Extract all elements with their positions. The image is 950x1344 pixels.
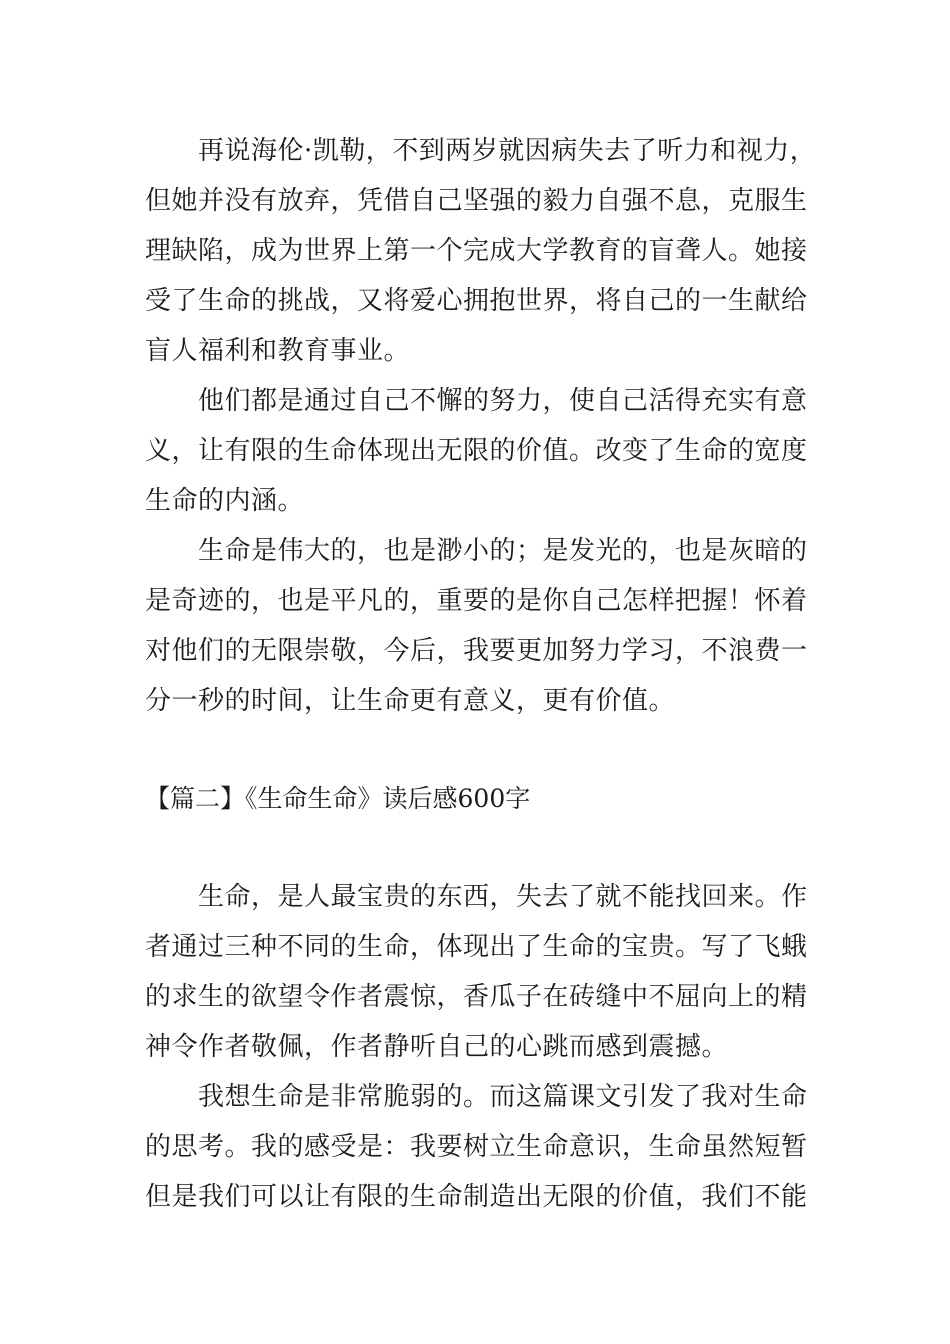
text-line: 但她并没有放弃，凭借自己坚强的毅力自强不息，克服生 bbox=[145, 186, 808, 216]
section-heading: 【篇二】《生命生命》读后感600字 bbox=[145, 784, 531, 813]
text-line: 生命的内涵。 bbox=[145, 486, 305, 516]
text-line: 盲人福利和教育事业。 bbox=[145, 336, 411, 366]
text-line: 分一秒的时间，让生命更有意义，更有价值。 bbox=[145, 686, 676, 716]
text-line: 理缺陷，成为世界上第一个完成大学教育的盲聋人。她接 bbox=[145, 236, 808, 266]
text-line: 生命，是人最宝贵的东西，失去了就不能找回来。作 bbox=[198, 882, 808, 912]
text-line: 是奇迹的，也是平凡的，重要的是你自己怎样把握！怀着 bbox=[145, 586, 808, 616]
text-line: 的思考。我的感受是：我要树立生命意识，生命虽然短暂 bbox=[145, 1132, 808, 1162]
text-line: 我想生命是非常脆弱的。而这篇课文引发了我对生命 bbox=[198, 1082, 808, 1112]
essay-part-one bbox=[145, 126, 815, 726]
text-line: 者通过三种不同的生命，体现出了生命的宝贵。写了飞蛾 bbox=[145, 932, 808, 962]
text-line: 的求生的欲望令作者震惊，香瓜子在砖缝中不屈向上的精 bbox=[145, 982, 808, 1012]
text-line: 对他们的无限崇敬，今后，我要更加努力学习，不浪费一 bbox=[145, 636, 808, 666]
text-line: 他们都是通过自己不懈的努力，使自己活得充实有意 bbox=[198, 386, 808, 416]
text-line: 受了生命的挑战，又将爱心拥抱世界，将自己的一生献给 bbox=[145, 286, 808, 316]
text-line: 义，让有限的生命体现出无限的价值。改变了生命的宽度 bbox=[145, 436, 808, 466]
essay-part-two bbox=[145, 872, 815, 1222]
text-line: 但是我们可以让有限的生命制造出无限的价值，我们不能 bbox=[145, 1182, 808, 1212]
text-line: 神令作者敬佩，作者静听自己的心跳而感到震撼。 bbox=[145, 1032, 729, 1062]
text-line: 再说海伦·凯勒，不到两岁就因病失去了听力和视力， bbox=[198, 136, 817, 166]
text-line: 生命是伟大的，也是渺小的；是发光的，也是灰暗的 bbox=[198, 536, 808, 566]
